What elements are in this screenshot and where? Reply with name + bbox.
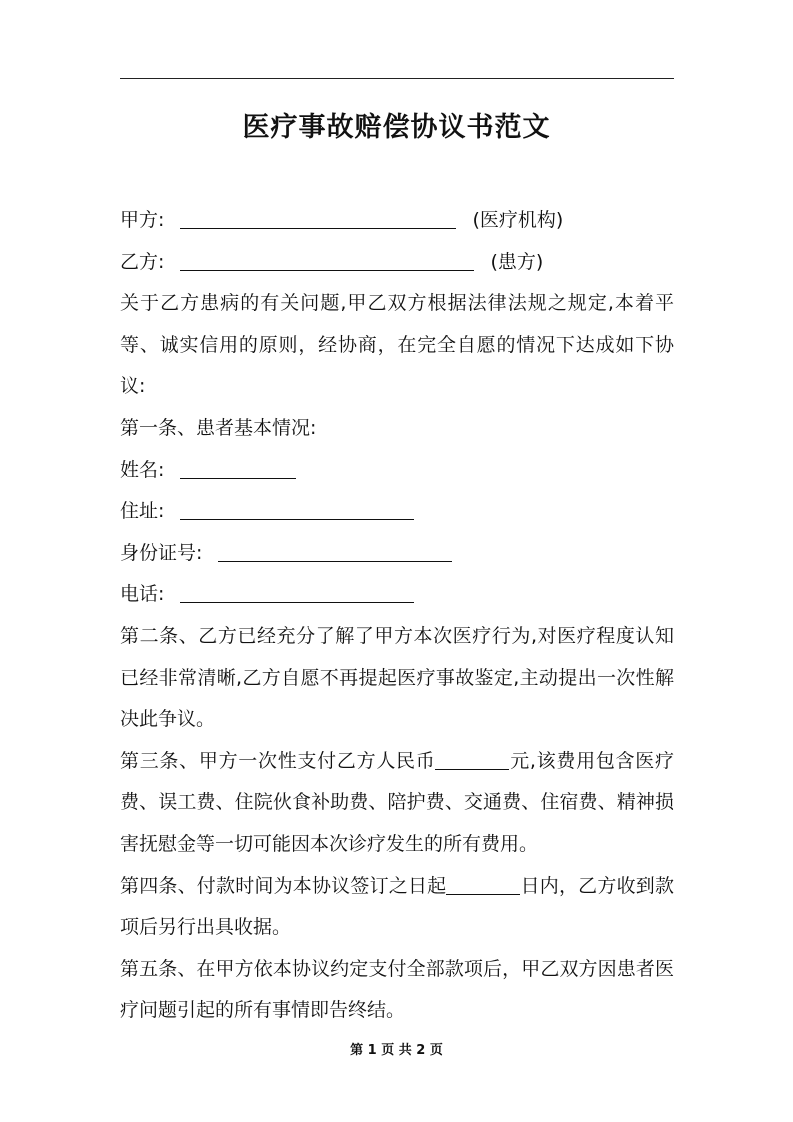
- article-3-paragraph: [120, 741, 674, 866]
- party-a-blank[interactable]: [180, 209, 456, 229]
- article-3-text-after: 元,该费用包含医疗费、误工费、住院伙食补助费、陪护费、交通费、住宿费、精神损害抚慰金等一切可能因本次诊疗发生的所有费用。: [120, 749, 674, 855]
- id-label: 身份证号:: [120, 541, 203, 564]
- party-a-label: 甲方:: [120, 209, 165, 231]
- party-b-line: [120, 242, 674, 284]
- article-4-text-before: 第四条、付款时间为本协议签订之日起: [120, 874, 447, 897]
- amount-blank[interactable]: [435, 750, 509, 770]
- address-blank[interactable]: [180, 500, 414, 520]
- id-field-line: [120, 533, 674, 575]
- address-label: 住址:: [120, 500, 165, 523]
- name-field-line: [120, 450, 674, 492]
- article-4-text-after: 日内，乙方收到款项后另行出具收据。: [120, 874, 674, 939]
- article-3-text-before: 第三条、甲方一次性支付乙方人民币: [120, 749, 436, 772]
- days-blank[interactable]: [446, 875, 520, 895]
- article-1-heading: 第一条、患者基本情况:: [120, 416, 317, 439]
- page-indicator: 第 1 页 共 2 页: [350, 1043, 443, 1058]
- name-label: 姓名:: [120, 458, 165, 481]
- address-field-line: [120, 491, 674, 533]
- phone-blank[interactable]: [180, 583, 414, 603]
- article-5-paragraph: 第五条、在甲方依本协议约定支付全部款项后，甲乙双方因患者医疗问题引起的所有事情即告终结。: [120, 957, 674, 1022]
- phone-field-line: [120, 574, 674, 616]
- document-title: 医疗事故赔偿协议书范文: [242, 112, 551, 143]
- header-rule: [120, 78, 674, 79]
- party-a-note: (医疗机构): [472, 209, 564, 231]
- party-b-blank[interactable]: [180, 251, 474, 271]
- party-a-line: [120, 200, 674, 242]
- name-blank[interactable]: [180, 459, 296, 479]
- article-2-paragraph: 第二条、乙方已经充分了解了甲方本次医疗行为,对医疗程度认知已经非常清晰,乙方自愿不再提起医疗事故鉴定,主动提出一次性解决此争议。: [120, 624, 674, 731]
- article-4-paragraph: [120, 866, 674, 949]
- party-b-note: (患方): [490, 250, 544, 273]
- party-b-label: 乙方:: [120, 250, 165, 273]
- phone-label: 电话:: [120, 583, 165, 606]
- id-blank[interactable]: [218, 542, 452, 562]
- document-body: [120, 200, 674, 1032]
- intro-paragraph: 关于乙方患病的有关问题,甲乙双方根据法律法规之规定,本着平等、诚实信用的原则，经协商，在完全自愿的情况下达成如下协议:: [120, 292, 674, 398]
